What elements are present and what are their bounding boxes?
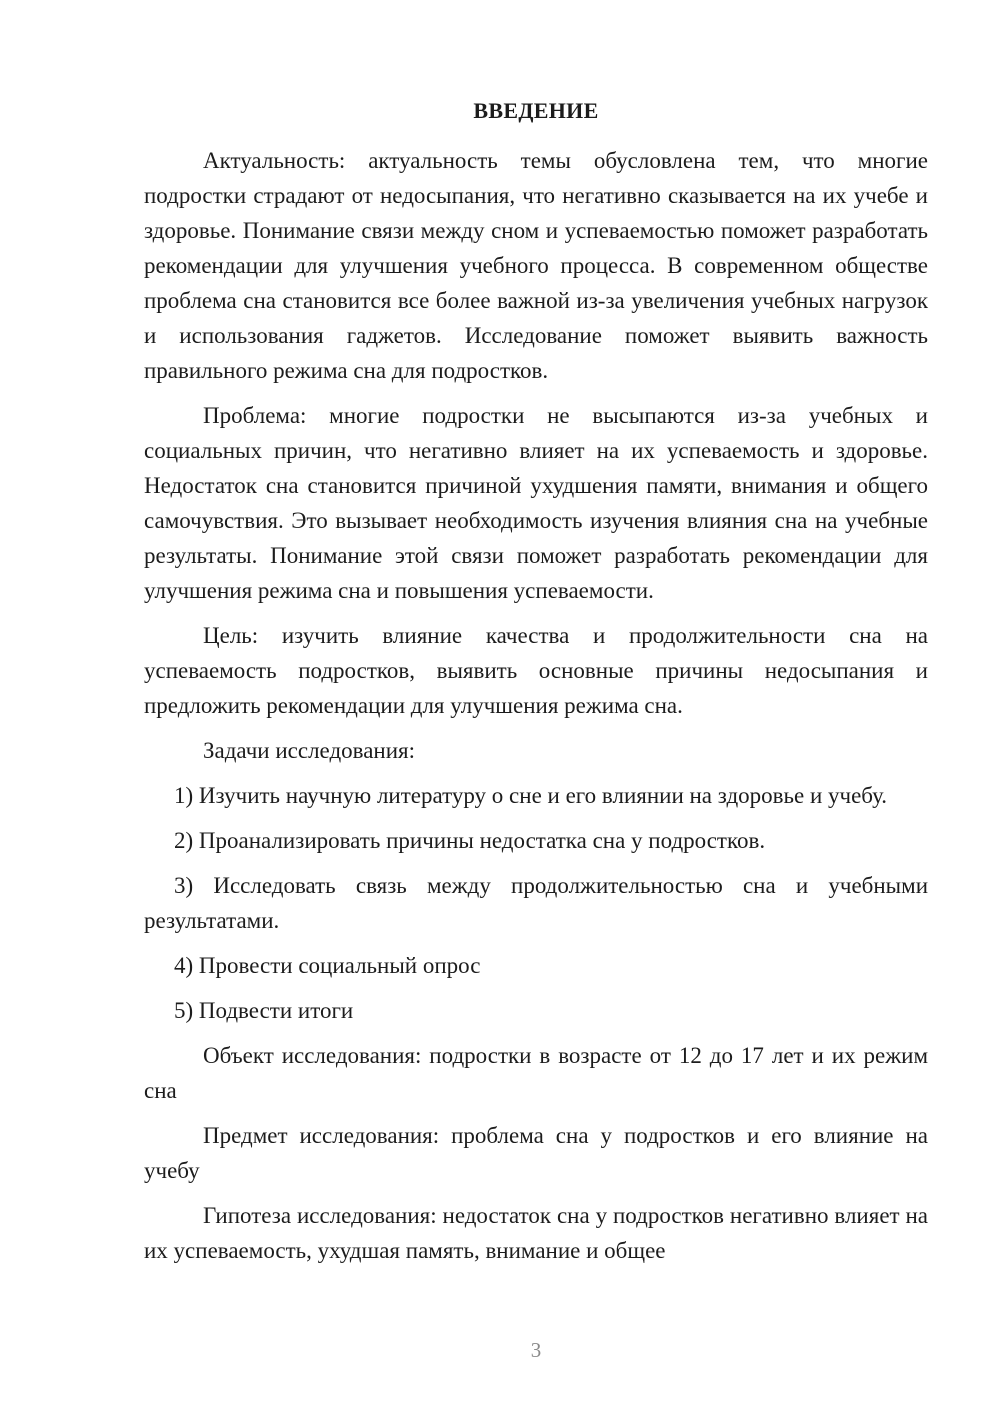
tasks-heading: Задачи исследования: [203,738,416,763]
task-item-4: 4) Провести социальный опрос [174,953,481,978]
paragraph-relevance: Актуальность: актуальность темы обусловлена тем, что многие подростки страдают от недосыпания, что негативно сказывается на их учебе и здоровье. Понимание связи между сном и успеваемостью поможет разработать рекомендации для улучшения учебного процесса. В современном обществе проблема сна становится все более важной из-за увеличения учебных нагрузок и использования гаджетов. Исследование поможет выявить важность правильного режима сна для подростков. [144,148,928,383]
task-item-2: 2) Проанализировать причины недостатка сна у подростков. [174,828,766,853]
paragraph-subject: Предмет исследования: проблема сна у подростков и его влияние на учебу [144,1123,928,1183]
task-item-3: 3) Исследовать связь между продолжительностью сна и учебными результатами. [144,873,928,933]
document-body [144,143,928,1278]
paragraph-problem: Проблема: многие подростки не высыпаются из-за учебных и социальных причин, что негативно влияет на их успеваемость и здоровье. Недостаток сна становится причиной ухудшения памяти, внимания и общего самочувствия. Это вызывает необходимость изучения влияния сна на учебные результаты. Понимание этой связи поможет разработать рекомендации для улучшения режима сна и повышения успеваемости. [144,403,928,603]
task-item-1: 1) Изучить научную литературу о сне и его влиянии на здоровье и учебу. [174,783,888,808]
section-title: ВВЕДЕНИЕ [473,98,599,123]
task-item-5: 5) Подвести итоги [174,998,354,1023]
paragraph-object: Объект исследования: подростки в возрасте от 12 до 17 лет и их режим сна [144,1043,928,1103]
paragraph-goal: Цель: изучить влияние качества и продолжительности сна на успеваемость подростков, выявить основные причины недосыпания и предложить рекомендации для улучшения режима сна. [144,623,928,718]
paragraph-hypothesis: Гипотеза исследования: недостаток сна у подростков негативно влияет на их успеваемость, ухудшая память, внимание и общее [144,1203,928,1263]
page-number: 3 [530,1338,542,1362]
